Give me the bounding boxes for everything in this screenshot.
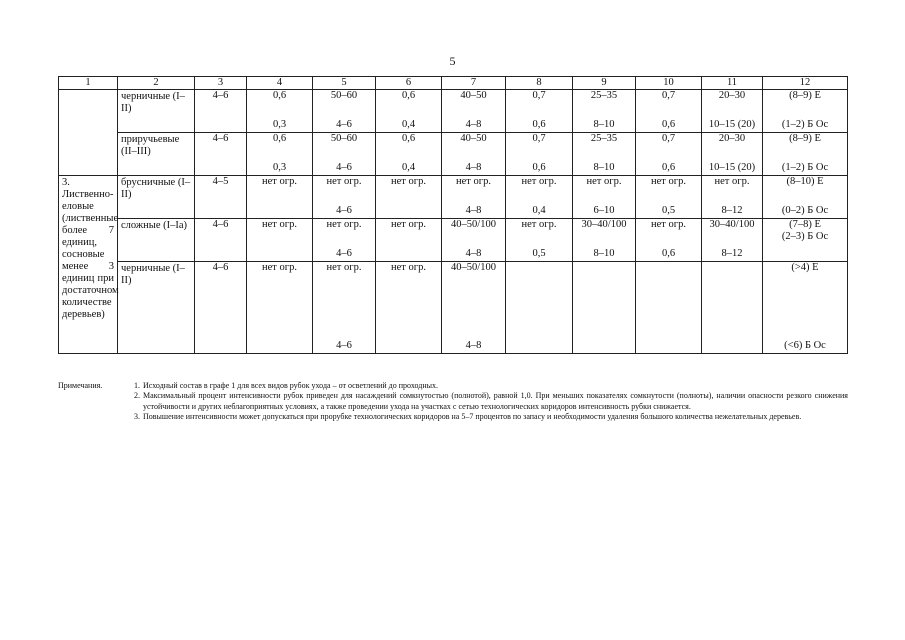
value-cell — [636, 262, 702, 354]
value-cell — [763, 90, 848, 133]
notes-list — [58, 381, 848, 422]
table-row — [59, 262, 848, 354]
value-bottom: 8–12 — [721, 205, 743, 216]
value-cell — [195, 219, 247, 262]
column-header: 1 — [59, 77, 118, 90]
forest-type-cell: черничные (I–II) — [118, 90, 195, 133]
value-top: 0,7 — [532, 133, 546, 144]
group-cell: 3. Лиственно-еловые (лиственные более 7 единиц, сосновые менее 3 единиц при достаточном количестве деревьев) — [59, 176, 118, 354]
value-bottom: 0,6 — [661, 162, 676, 173]
value-top: нет огр. — [586, 176, 622, 187]
forest-type-cell: черничные (I–II) — [118, 262, 195, 354]
note-text: Повышение интенсивности может допускаться при прорубке технологических коридоров на 5–7 процентов по запасу и необходимости удаления большого количества нежелательных деревьев. — [143, 411, 802, 421]
value-top: 40–50 — [460, 90, 487, 101]
value-top: нет огр. — [521, 176, 557, 187]
value-cell — [506, 176, 573, 219]
value-cell — [702, 176, 763, 219]
data-table — [58, 76, 848, 354]
value-cell — [442, 133, 506, 176]
table-row — [59, 176, 848, 219]
value-cell — [573, 176, 636, 219]
header-row — [59, 77, 848, 90]
note-item — [134, 391, 848, 412]
value-top: 40–50/100 — [451, 219, 496, 230]
value-top: нет огр. — [391, 219, 426, 230]
value-cell — [442, 262, 506, 354]
note-item — [134, 411, 848, 422]
value-cell — [702, 90, 763, 133]
value-cell — [702, 219, 763, 262]
value-top: нет огр. — [391, 176, 426, 187]
value-bottom: 0,6 — [532, 162, 546, 173]
value-top: 25–35 — [590, 133, 618, 144]
value-cell — [763, 219, 848, 262]
value-bottom: 0,4 — [401, 119, 416, 130]
value-cell — [636, 133, 702, 176]
value-bottom: (1–2) Б Ос — [781, 119, 829, 130]
value-bottom: (<6) Б Ос — [784, 340, 826, 351]
column-header: 12 — [763, 77, 848, 90]
value-top: 0,6 — [272, 133, 287, 144]
note-number: 1. — [134, 381, 140, 390]
value-cell — [506, 133, 573, 176]
value-cell — [573, 262, 636, 354]
value-bottom: 4–6 — [336, 119, 352, 130]
value-bottom: (1–2) Б Ос — [781, 162, 829, 173]
value-cell — [763, 176, 848, 219]
value-top: (7–8) Е (2–3) Б Ос — [781, 219, 829, 242]
note-text: Исходный состав в графе 1 для всех видов рубок ухода – от осветлений до проходных. — [143, 381, 439, 390]
value-bottom: 10–15 (20) — [708, 162, 756, 173]
value-bottom: 0,4 — [401, 162, 416, 173]
value-bottom: 4–6 — [336, 248, 352, 259]
column-header: 6 — [376, 77, 442, 90]
value-top: 30–40/100 — [709, 219, 755, 230]
value-top: нет огр. — [651, 219, 686, 230]
column-header: 8 — [506, 77, 573, 90]
value-bottom: 4–8 — [465, 119, 482, 130]
value-top: нет огр. — [326, 262, 362, 273]
value-top: 4–5 — [212, 176, 229, 187]
value-cell — [376, 90, 442, 133]
value-top: 40–50/100 — [451, 262, 496, 273]
page-number: 5 — [449, 54, 456, 68]
value-cell — [506, 90, 573, 133]
value-bottom: 0,3 — [272, 162, 287, 173]
value-bottom: 8–12 — [721, 248, 743, 259]
value-bottom: 0,6 — [661, 119, 676, 130]
value-top: 4–6 — [212, 90, 229, 101]
value-bottom: 6–10 — [593, 205, 615, 216]
value-top: нет огр. — [651, 176, 686, 187]
value-top: 20–30 — [718, 133, 746, 144]
notes-label: Примечания. — [58, 381, 103, 390]
value-top: 4–6 — [212, 133, 229, 144]
value-cell — [376, 176, 442, 219]
value-top: (8–9) Е — [789, 133, 821, 144]
value-top: 0,6 — [272, 90, 287, 101]
value-bottom: 4–8 — [465, 340, 482, 351]
value-cell — [247, 262, 313, 354]
notes — [58, 381, 848, 422]
value-cell — [247, 133, 313, 176]
table-row — [59, 133, 848, 176]
value-cell — [442, 176, 506, 219]
value-cell — [506, 262, 573, 354]
column-header: 5 — [313, 77, 376, 90]
value-cell — [763, 262, 848, 354]
value-bottom: (0–2) Б Ос — [781, 205, 829, 216]
value-top: 4–6 — [212, 262, 229, 273]
value-top: нет огр. — [456, 176, 491, 187]
value-top: (8–9) Е — [789, 90, 821, 101]
forest-type-cell: сложные (I–Ia) — [118, 219, 195, 262]
table-row — [59, 90, 848, 133]
value-top: (8–10) Е — [786, 176, 824, 187]
column-header: 3 — [195, 77, 247, 90]
value-cell — [195, 262, 247, 354]
table-body — [59, 90, 848, 354]
value-bottom: 0,5 — [661, 205, 676, 216]
note-number: 2. — [134, 391, 140, 401]
value-top: нет огр. — [714, 176, 750, 187]
table-row — [59, 219, 848, 262]
value-top: 30–40/100 — [581, 219, 627, 230]
value-top: 50–60 — [330, 133, 358, 144]
value-top: 0,7 — [532, 90, 546, 101]
value-bottom: 4–6 — [336, 340, 352, 351]
value-cell — [506, 219, 573, 262]
value-bottom: 4–6 — [336, 205, 352, 216]
value-cell — [702, 133, 763, 176]
value-cell — [636, 90, 702, 133]
value-cell — [442, 90, 506, 133]
value-cell — [702, 262, 763, 354]
value-top: 0,6 — [401, 90, 416, 101]
column-header: 2 — [118, 77, 195, 90]
value-bottom: 4–8 — [465, 248, 482, 259]
column-header: 10 — [636, 77, 702, 90]
value-cell — [573, 219, 636, 262]
forest-type-cell: приручьевые (II–III) — [118, 133, 195, 176]
value-cell — [376, 133, 442, 176]
column-header: 4 — [247, 77, 313, 90]
value-cell — [376, 219, 442, 262]
value-top: нет огр. — [262, 262, 297, 273]
value-bottom: 0,6 — [532, 119, 546, 130]
value-bottom: 4–8 — [465, 162, 482, 173]
value-top: 0,7 — [661, 133, 676, 144]
value-cell — [636, 176, 702, 219]
value-top: (>4) Е — [791, 262, 819, 273]
value-top: нет огр. — [326, 176, 362, 187]
value-bottom: 8–10 — [593, 119, 615, 130]
column-header: 11 — [702, 77, 763, 90]
group-cell-empty — [59, 90, 118, 176]
forest-type-cell: брусничные (I–II) — [118, 176, 195, 219]
value-cell — [636, 219, 702, 262]
value-cell — [376, 262, 442, 354]
value-top: 50–60 — [330, 90, 358, 101]
note-text: Максимальный процент интенсивности рубок приведен для насаждений сомкнутостью (полнотой), равной 1,0. При меньших показателях сомкнутости (полноты), наличии опасности резкого снижения устойчивости и других неблагоприятных условиях, а также проведении ухода на участках с сетью технологических коридоров интенсивность рубки снижается. — [143, 391, 848, 411]
value-bottom: 0,5 — [532, 248, 546, 259]
value-top: нет огр. — [262, 219, 297, 230]
value-top: 20–30 — [718, 90, 746, 101]
value-bottom: 10–15 (20) — [708, 119, 756, 130]
value-cell — [247, 176, 313, 219]
value-cell — [573, 133, 636, 176]
value-top: 0,6 — [401, 133, 416, 144]
value-cell — [195, 90, 247, 133]
value-bottom: 8–10 — [593, 162, 615, 173]
value-bottom: 8–10 — [593, 248, 615, 259]
value-cell — [763, 133, 848, 176]
value-top: 40–50 — [460, 133, 487, 144]
value-bottom: 0,6 — [661, 248, 676, 259]
value-cell — [195, 176, 247, 219]
value-cell — [247, 219, 313, 262]
value-bottom: 4–6 — [336, 162, 352, 173]
note-item — [134, 381, 848, 391]
value-cell — [313, 176, 376, 219]
value-top: 4–6 — [212, 219, 229, 230]
value-cell — [442, 219, 506, 262]
note-number: 3. — [134, 411, 140, 421]
column-header: 7 — [442, 77, 506, 90]
value-top: нет огр. — [326, 219, 362, 230]
value-top: 0,7 — [661, 90, 676, 101]
value-top: нет огр. — [521, 219, 557, 230]
value-top: нет огр. — [391, 262, 426, 273]
value-bottom: 0,3 — [272, 119, 287, 130]
value-cell — [195, 133, 247, 176]
value-cell — [247, 90, 313, 133]
value-cell — [313, 219, 376, 262]
value-top: 25–35 — [590, 90, 618, 101]
value-cell — [313, 90, 376, 133]
value-cell — [573, 90, 636, 133]
value-bottom: 0,4 — [532, 205, 546, 216]
value-bottom: 4–8 — [465, 205, 482, 216]
value-cell — [313, 133, 376, 176]
column-header: 9 — [573, 77, 636, 90]
value-cell — [313, 262, 376, 354]
value-top: нет огр. — [262, 176, 297, 187]
